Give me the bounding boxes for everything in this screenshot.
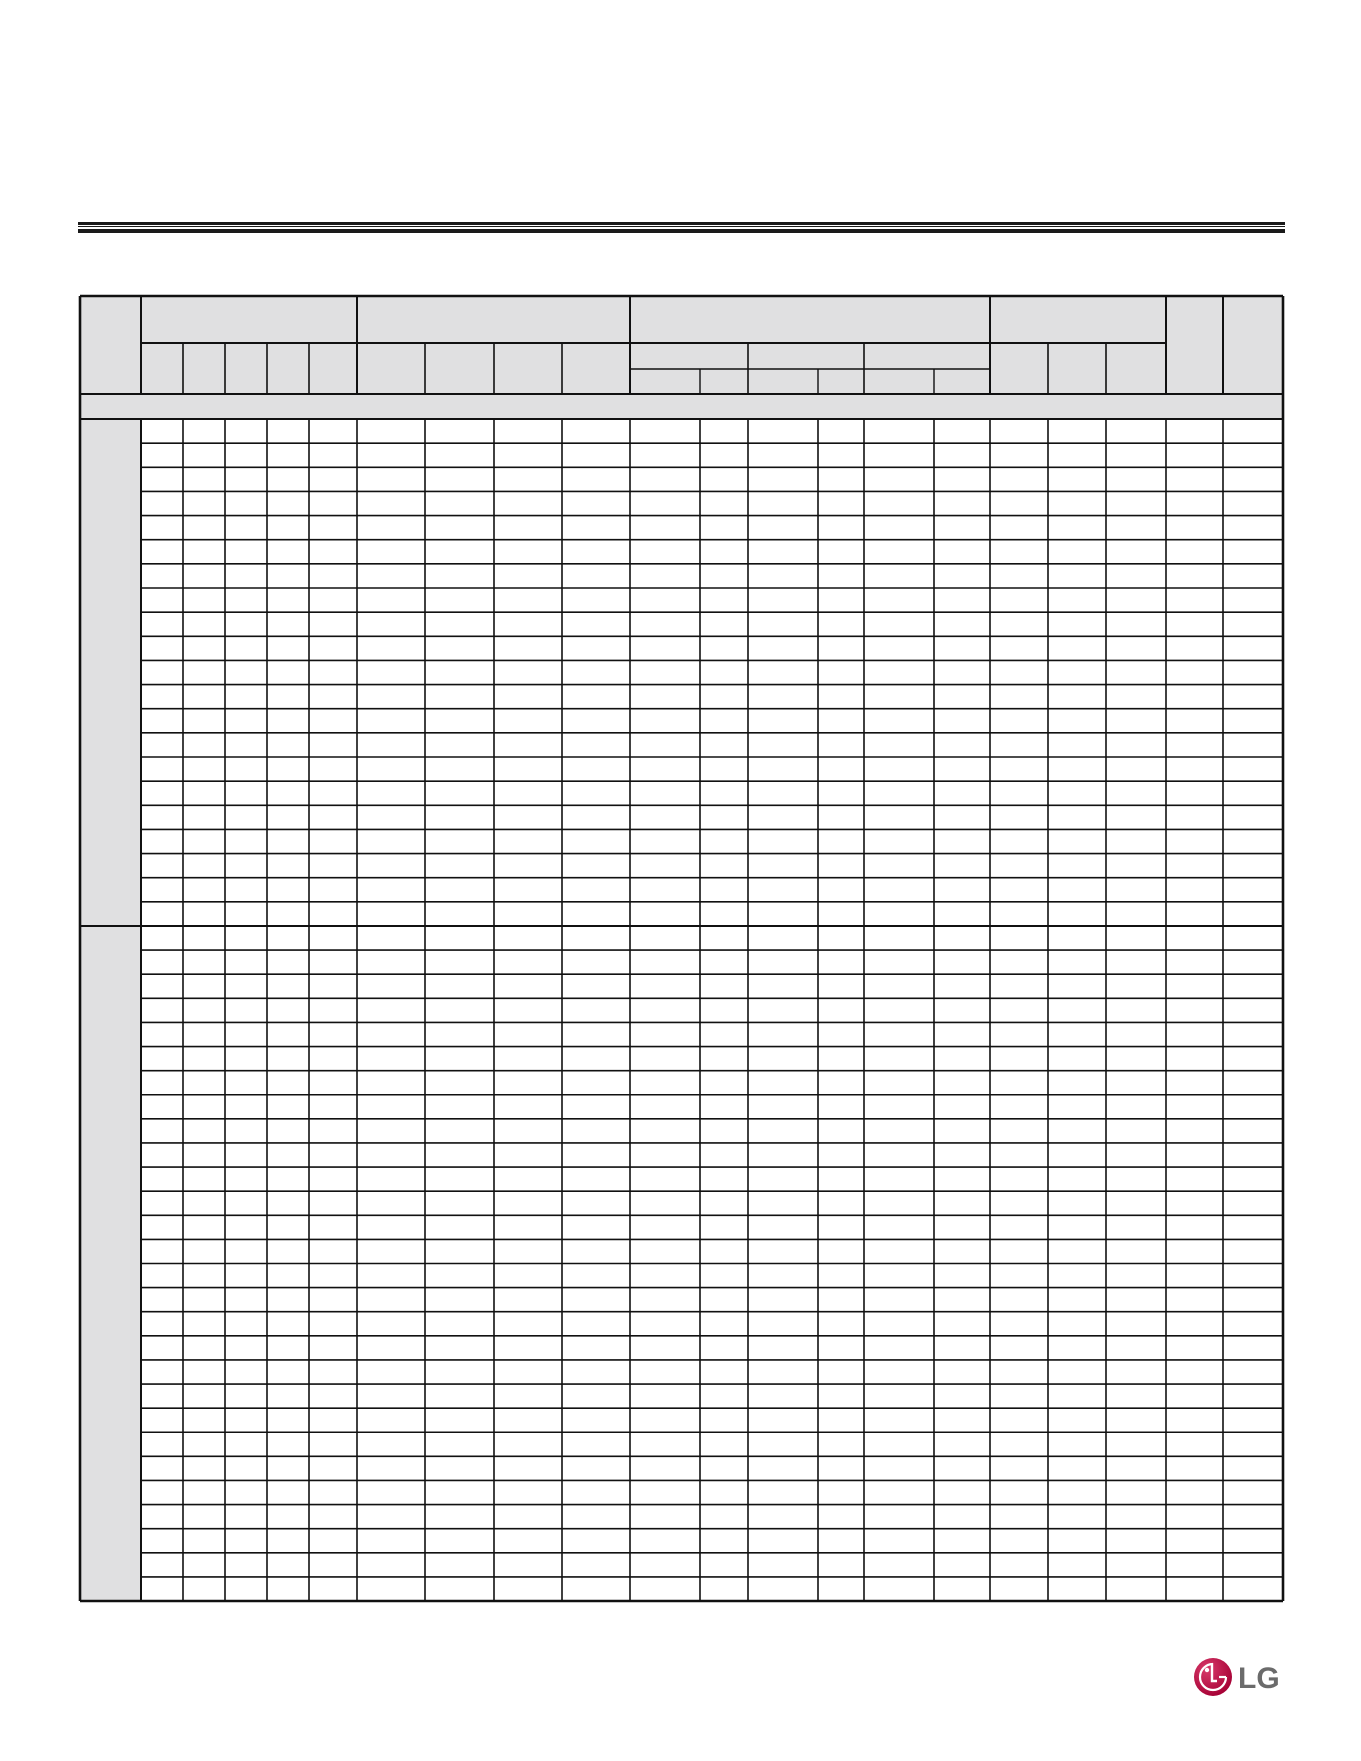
lg-logo (1193, 1655, 1285, 1699)
category-column-fill (80, 419, 141, 1601)
header-fill (80, 296, 1283, 419)
lg-wordmark: LG (1238, 1662, 1280, 1695)
table-lines (80, 296, 1283, 1601)
